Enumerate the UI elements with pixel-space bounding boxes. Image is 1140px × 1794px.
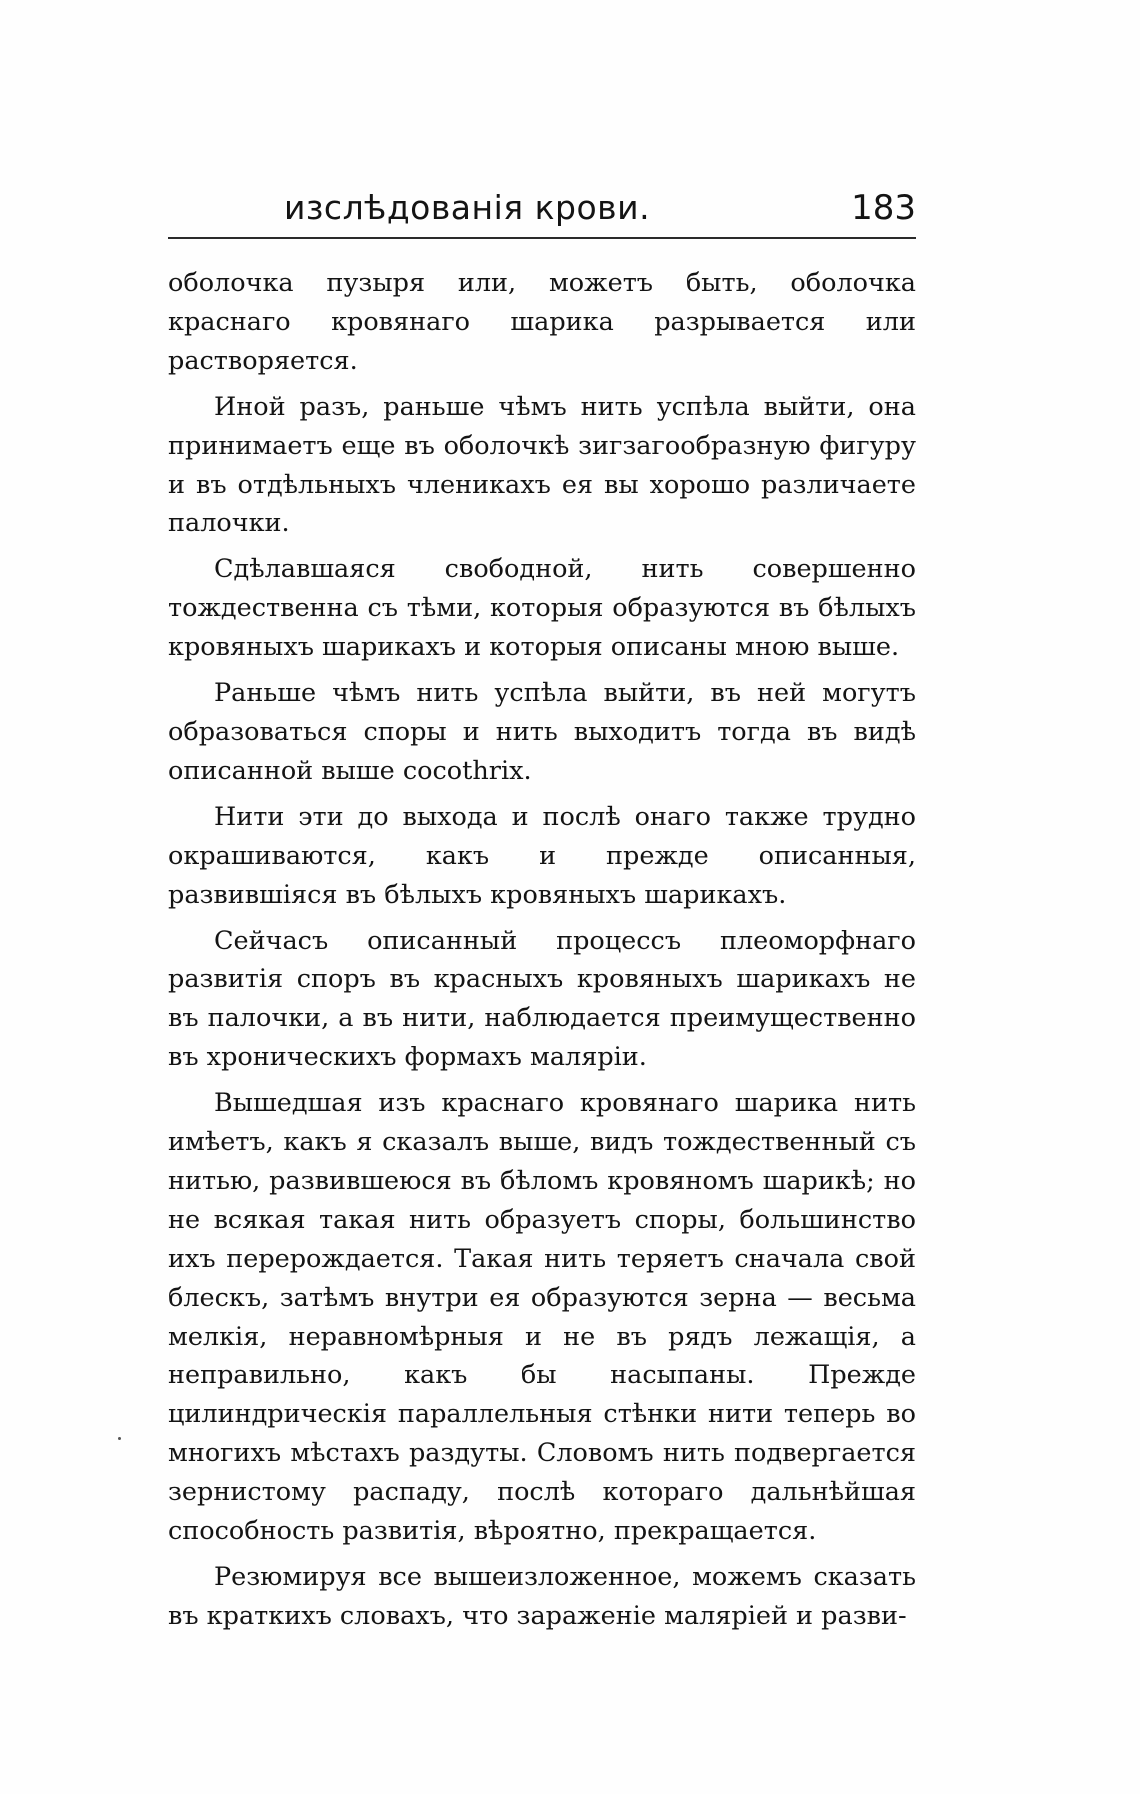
page-number: 183	[851, 188, 916, 228]
running-head	[168, 186, 916, 234]
running-title: изслѣдованія крови.	[283, 188, 651, 227]
header-rule	[168, 237, 916, 239]
paragraph: Иной разъ, раньше чѣмъ нить успѣла выйти, она принимаетъ еще въ оболочкѣ зигзагообразную фигуру и въ отдѣльныхъ членикахъ ея вы хорошо различаете палочки.	[168, 391, 916, 539]
paragraph: оболочка пузыря или, можетъ быть, оболочка краснаго кровянаго шарика разрывается или растворяется.	[168, 268, 916, 376]
paragraph: Вышедшая изъ краснаго кровянаго шарика нить имѣетъ, какъ я сказалъ выше, видъ тождественный съ нитью, развившеюся въ бѣломъ кровяномъ шарикѣ; но не всякая такая нить образуетъ споры, большинство ихъ перерождается. Такая нить теряетъ сначала свой блескъ, затѣмъ внутри ея образуются зерна — весьма мелкія, неравномѣрныя и не въ рядъ лежащія, а неправильно, какъ бы насыпаны. Прежде цилиндрическія параллельныя стѣнки нити теперь во многихъ мѣстахъ раздуты. Словомъ нить подвергается зернистому распаду, послѣ котораго дальнѣйшая способность развитія, вѣроятно, прекращается.	[168, 1088, 916, 1547]
paragraph: Раньше чѣмъ нить успѣла выйти, въ ней могутъ образоваться споры и нить выходитъ тогда въ видѣ описанной выше cocothrix.	[168, 678, 916, 786]
paragraph: Нити эти до выхода и послѣ онаго также трудно окрашиваются, какъ и прежде описанныя, развившіяся въ бѣлыхъ кровяныхъ шарикахъ.	[168, 801, 916, 910]
paragraph: Резюмируя все вышеизложенное, можемъ сказать въ краткихъ словахъ, что зараженіе маляріей и разви-	[168, 1562, 916, 1631]
paragraph: Сейчасъ описанный процессъ плеоморфнаго развитія споръ въ красныхъ кровяныхъ шарикахъ не въ палочки, а въ нити, наблюдается преимущественно въ хроническихъ формахъ маляріи.	[168, 925, 916, 1073]
margin-speck	[118, 1437, 121, 1440]
paragraph: Сдѣлавшаяся свободной, нить совершенно тождественна съ тѣми, которыя образуются въ бѣлыхъ кровяныхъ шарикахъ и которыя описаны мною выше.	[168, 554, 916, 663]
body-text	[168, 264, 916, 1643]
